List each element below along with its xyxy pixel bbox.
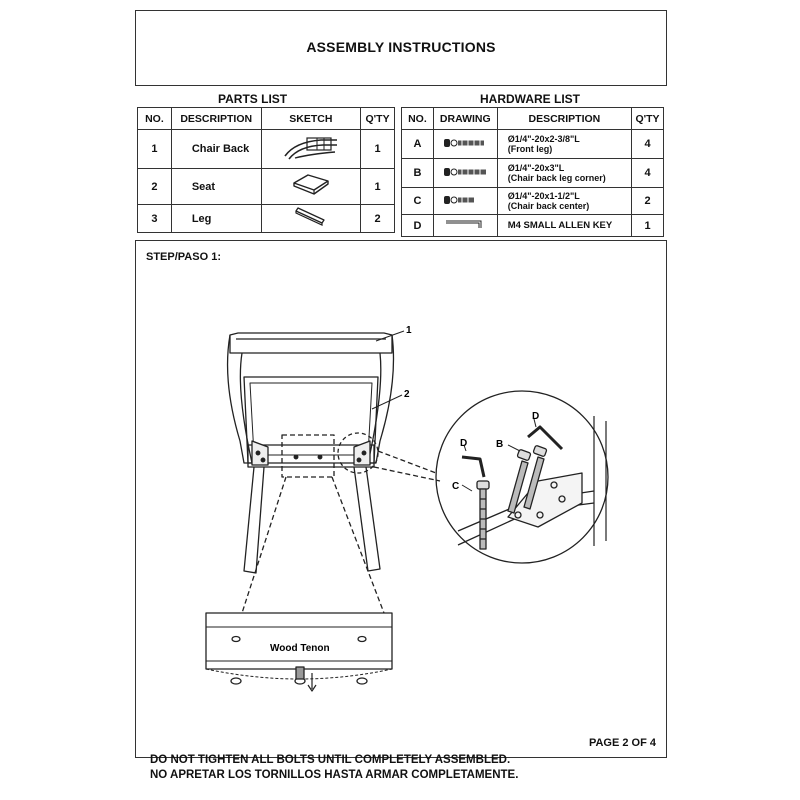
callout-part-1: 1 — [406, 325, 412, 336]
seat-sketch-icon — [286, 171, 336, 199]
hardware-no: B — [402, 159, 434, 188]
hardware-desc-line1: Ø1/4"-20x1-1/2"L — [507, 191, 580, 201]
hardware-list-title: HARDWARE LIST — [480, 92, 580, 106]
chair-back-sketch — [261, 130, 361, 169]
parts-table — [137, 107, 395, 233]
parts-header-row — [138, 108, 395, 130]
hardware-desc-line2: (Chair back center) — [507, 201, 590, 211]
parts-list-title: PARTS LIST — [218, 92, 288, 106]
bolt-icon — [442, 166, 488, 178]
hardware-desc-line2: (Front leg) — [507, 144, 553, 154]
table-row — [402, 159, 664, 188]
part-no: 2 — [138, 169, 172, 205]
table-row — [138, 205, 395, 233]
col-header: Q'TY — [632, 108, 664, 130]
callout-b: B — [496, 439, 504, 450]
bolt-icon — [442, 194, 488, 206]
col-header: DESCRIPTION — [497, 108, 631, 130]
part-no: 3 — [138, 205, 172, 233]
front-left-leg — [244, 467, 264, 573]
part-description: Chair Back — [171, 130, 261, 169]
callout-d-1: D — [460, 438, 468, 449]
title-box — [135, 10, 667, 86]
callout-d-2: D — [532, 411, 540, 422]
chair-back-left-post — [228, 335, 252, 463]
allen-key-icon — [442, 218, 488, 230]
hardware-description — [497, 159, 631, 188]
down-arrow-icon — [308, 673, 316, 691]
bolt-drawing — [433, 188, 497, 215]
allen-key-drawing — [433, 215, 497, 237]
chair-back-rail — [230, 333, 392, 353]
hardware-no: C — [402, 188, 434, 215]
hardware-no: A — [402, 130, 434, 159]
tenon-label: Wood Tenon — [270, 643, 330, 654]
hardware-qty: 4 — [632, 130, 664, 159]
leg-sketch-icon — [286, 205, 336, 229]
hardware-desc-line1: Ø1/4"-20x3"L — [507, 163, 565, 173]
bolt-drawing — [433, 159, 497, 188]
hardware-desc-line1: Ø1/4"-20x2-3/8"L — [507, 134, 580, 144]
hardware-desc-line2: (Chair back leg corner) — [507, 173, 606, 183]
table-row — [138, 169, 395, 205]
part-description: Seat — [171, 169, 261, 205]
table-row — [138, 130, 395, 169]
callout-c: C — [452, 481, 460, 492]
page-title: ASSEMBLY INSTRUCTIONS — [306, 39, 496, 55]
page-number: PAGE 2 OF 4 — [588, 737, 656, 749]
table-row — [402, 130, 664, 159]
col-header: DRAWING — [433, 108, 497, 130]
hardware-description: M4 SMALL ALLEN KEY — [497, 215, 631, 237]
seat-sketch — [261, 169, 361, 205]
step-label: STEP/PASO 1: — [146, 251, 221, 263]
part-description: Leg — [171, 205, 261, 233]
part-qty: 1 — [361, 169, 395, 205]
part-no: 1 — [138, 130, 172, 169]
leg-sketch — [261, 205, 361, 233]
callout-part-2: 2 — [404, 389, 410, 400]
part-qty: 2 — [361, 205, 395, 233]
hardware-description — [497, 130, 631, 159]
step-panel — [135, 240, 667, 758]
note-english: DO NOT TIGHTEN ALL BOLTS UNTIL COMPLETELY ASSEMBLED. — [150, 754, 511, 766]
col-header: NO. — [138, 108, 172, 130]
hardware-header-row — [402, 108, 664, 130]
chair-back-right-post — [368, 335, 394, 463]
col-header: Q'TY — [361, 108, 395, 130]
table-row — [402, 188, 664, 215]
allen-key-zoom-1 — [462, 457, 484, 477]
allen-key-zoom-2 — [528, 427, 562, 449]
table-row — [402, 215, 664, 237]
col-header: DESCRIPTION — [171, 108, 261, 130]
col-header: SKETCH — [261, 108, 361, 130]
hardware-table — [401, 107, 664, 237]
part-qty: 1 — [361, 130, 395, 169]
center-detail-marker — [282, 435, 334, 477]
bolt-icon — [442, 137, 488, 149]
bolt-drawing — [433, 130, 497, 159]
note-spanish: NO APRETAR LOS TORNILLOS HASTA ARMAR COMPLETAMENTE. — [150, 769, 519, 781]
assembly-diagram — [136, 241, 666, 757]
center-bolt-tenon — [296, 667, 304, 679]
hardware-qty: 4 — [632, 159, 664, 188]
hardware-description — [497, 188, 631, 215]
hardware-qty: 2 — [632, 188, 664, 215]
hardware-no: D — [402, 215, 434, 237]
hardware-qty: 1 — [632, 215, 664, 237]
chair-back-sketch-icon — [281, 134, 341, 162]
front-right-leg — [354, 467, 380, 571]
footer-notes — [150, 753, 518, 783]
col-header: NO. — [402, 108, 434, 130]
bolt-c-zoom — [477, 481, 489, 549]
